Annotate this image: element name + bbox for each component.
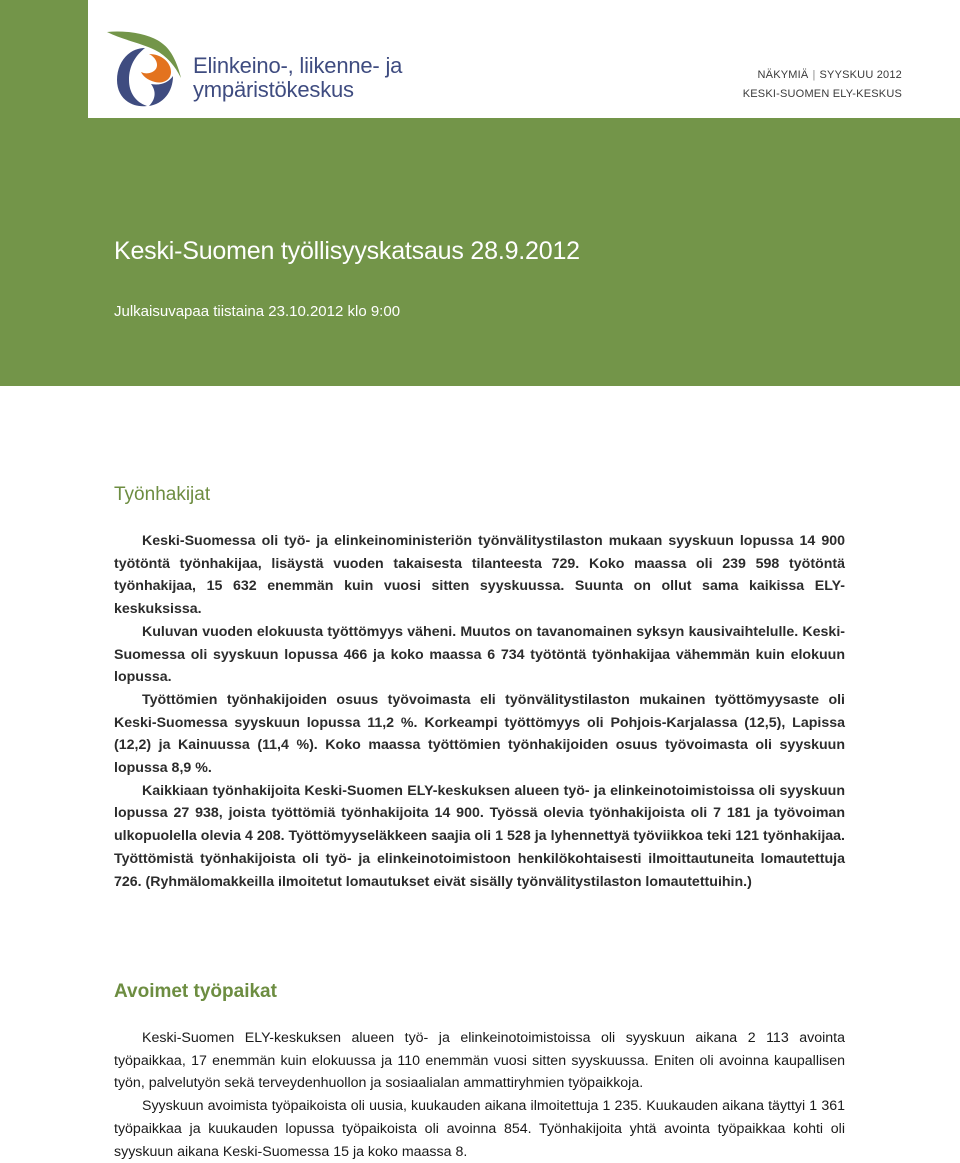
paragraph: Keski-Suomessa oli työ- ja elinkeinoministeriön työnvälitystilaston mukaan syyskuun lopussa 14 900 työtöntä työnhakijaa, lisäystä vuoden takaisesta tilanteesta 729. Koko maassa oli 239 598 työtöntä työnhakijaa, 15 632 enemmän kuin vuosi sitten syyskuussa. Suunta on ollut sama kaikissa ELY-keskuksissa. — [114, 533, 845, 618]
paragraph: Kaikkiaan työnhakijoita Keski-Suomen ELY-keskuksen alueen työ- ja elinkeinotoimistoissa oli syyskuun lopussa 27 938, joista työttömiä työnhakijoita 14 900. Työssä olevia työnhakijoista oli 7 181 ja työvoiman ulkopuolella olevia 4 208. Työttömyyseläkkeen saajia oli 1 528 ja lyhennettyä työviikkoa teki 121 työnhakijaa. Työttömistä työnhakijoista oli työ- ja elinkeinotoimistoon henkilökohtaisesti ilmoittautuneita lomautettuja 726. (Ryhmälomakkeilla ilmoitetut lomautukset eivät sisälly työnvälitystilaston lomautettuihin.) — [114, 782, 845, 890]
region-name: KESKI-SUOMEN ELY-KESKUS — [742, 88, 902, 100]
paragraph: Syyskuun avoimista työpaikoista oli uusia, kuukauden aikana ilmoitettuja 1 235. Kuukauden aikana täyttyi 1 361 työpaikkaa ja kuukauden lopussa työpaikoista oli avoinna 854. Työnhakijoita yhtä avointa työpaikkaa kohti oli syyskuun aikana Keski-Suomessa 15 ja koko maassa 8. — [114, 1098, 845, 1160]
agency-name — [193, 54, 402, 102]
ely-logo-icon — [105, 28, 185, 110]
agency-name-line1: Elinkeino-, liikenne- ja — [193, 53, 403, 78]
release-date: Julkaisuvapaa tiistaina 23.10.2012 klo 9:00 — [114, 303, 401, 320]
paragraph: Keski-Suomen ELY-keskuksen alueen työ- ja elinkeinotoimistoissa oli syyskuun aikana 2 113 avointa työpaikkaa, 17 enemmän kuin elokuussa ja 110 enemmän vuosi sitten syyskuussa. Eniten oli avoinna kaupallisen työn, palvelutyön sekä terveydenhuollon ja sosiaalialan ammattiryhmien työpaikkoja. — [114, 1030, 845, 1092]
section-heading-avoimet-tyopaikat: Avoimet työpaikat — [114, 981, 277, 1002]
agency-name-line2: ympäristökeskus — [193, 77, 354, 102]
paragraph: Työttömien työnhakijoiden osuus työvoimasta eli työnvälitystilaston mukainen työttömyysaste oli Keski-Suomessa syyskuun lopussa 11,2 %. Korkeampi työttömyys oli Pohjois-Karjalassa (12,5), Lapissa (12,2) ja Kainuussa (11,4 %). Koko maassa työttömien työnhakijoiden osuus työvoimasta oli syyskuun lopussa 8,9 %. — [114, 691, 845, 777]
section-heading-tyonhakijat: Työnhakijat — [114, 484, 211, 505]
document-title: Keski-Suomen työllisyyskatsaus 28.9.2012 — [114, 237, 580, 265]
series-line — [743, 66, 902, 85]
section-body-avoimet-tyopaikat — [114, 1027, 845, 1163]
period: SYYSKUU 2012 — [819, 69, 902, 81]
series-name: NÄKYMIÄ — [757, 69, 809, 81]
paragraph: Kuluvan vuoden elokuusta työttömyys väheni. Muutos on tavanomainen syksyn kausivaihtelulle. Keski-Suomessa oli syyskuun lopussa 466 ja koko maassa 6 734 työtöntä työnhakijaa vähemmän kuin elokuun lopussa. — [114, 623, 845, 686]
separator: | — [812, 69, 816, 81]
section-body-tyonhakijat — [114, 530, 845, 893]
left-color-strip — [0, 0, 88, 386]
header-meta — [743, 66, 902, 104]
